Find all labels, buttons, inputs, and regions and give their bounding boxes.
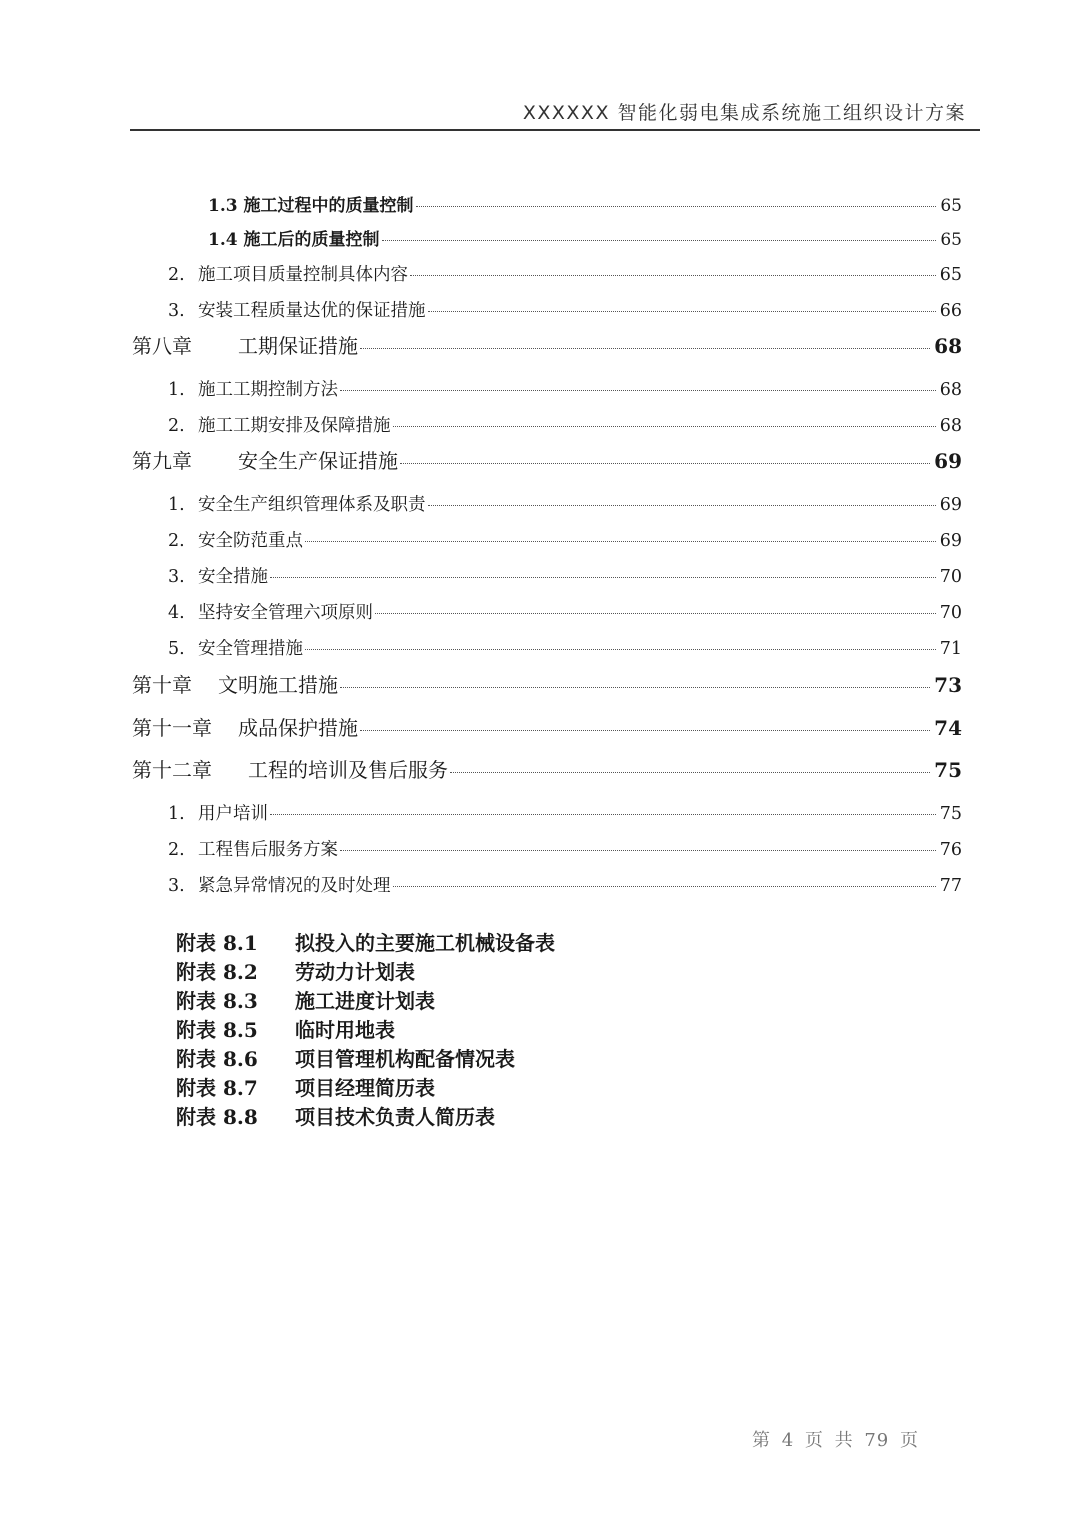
toc-entry-page: 68 bbox=[939, 416, 962, 436]
toc-dot-leader bbox=[393, 886, 936, 887]
toc-entry-page: 76 bbox=[939, 840, 962, 860]
toc-entry[interactable] bbox=[168, 563, 962, 588]
toc-entry-title: 施工项目质量控制具体内容 bbox=[198, 265, 408, 285]
appendix-entry bbox=[176, 1101, 495, 1130]
appendix-label: 附表 8.2 bbox=[176, 960, 258, 984]
toc-entry-title: 文明施工措施 bbox=[218, 673, 338, 697]
toc-dot-leader bbox=[393, 426, 936, 427]
toc-entry-title: 工程售后服务方案 bbox=[198, 840, 338, 860]
toc-entry-title: 1.3 施工过程中的质量控制 bbox=[208, 196, 414, 216]
toc-dot-leader bbox=[428, 505, 936, 506]
toc-entry-number: 第十二章 bbox=[132, 758, 212, 782]
toc-entry-title: 安全防范重点 bbox=[198, 531, 303, 551]
toc-dot-leader bbox=[305, 649, 936, 650]
toc-entry-title: 施工工期安排及保障措施 bbox=[198, 416, 391, 436]
page-number: 第 4 页 共 79 页 bbox=[752, 1430, 919, 1451]
toc-entry[interactable] bbox=[168, 599, 962, 624]
toc-entry-page: 75 bbox=[934, 758, 962, 782]
toc-entry-title: 安全措施 bbox=[198, 567, 268, 587]
toc-dot-leader bbox=[360, 730, 930, 731]
toc-dot-leader bbox=[340, 390, 936, 391]
toc-entry-title: 安全管理措施 bbox=[198, 639, 303, 659]
toc-entry[interactable] bbox=[132, 754, 962, 783]
toc-entry[interactable] bbox=[168, 376, 962, 401]
toc-entry-page: 70 bbox=[939, 567, 962, 587]
toc-dot-leader bbox=[410, 275, 936, 276]
toc-dot-leader bbox=[270, 814, 936, 815]
toc-entry-page: 65 bbox=[940, 230, 962, 250]
toc-entry-number: 1. bbox=[168, 380, 185, 400]
appendix-entry bbox=[176, 1043, 515, 1072]
appendix-entry bbox=[176, 985, 435, 1014]
toc-entry[interactable] bbox=[132, 330, 962, 359]
toc-entry-page: 74 bbox=[934, 716, 962, 740]
toc-entry-title: 1.4 施工后的质量控制 bbox=[208, 230, 380, 250]
toc-dot-leader bbox=[270, 577, 936, 578]
toc-entry-page: 69 bbox=[939, 531, 962, 551]
toc-dot-leader bbox=[375, 613, 936, 614]
toc-entry-number: 3. bbox=[168, 301, 185, 321]
toc-entry-number: 2. bbox=[168, 531, 185, 551]
toc-entry-number: 4. bbox=[168, 603, 185, 623]
toc-dot-leader bbox=[450, 772, 930, 773]
toc-dot-leader bbox=[382, 240, 937, 241]
toc-entry-number: 3. bbox=[168, 567, 185, 587]
toc-entry[interactable] bbox=[168, 297, 962, 322]
toc-dot-leader bbox=[340, 850, 936, 851]
appendix-title: 劳动力计划表 bbox=[295, 960, 415, 984]
toc-entry-number: 2. bbox=[168, 416, 185, 436]
toc-entry-page: 65 bbox=[940, 196, 962, 216]
toc-entry[interactable] bbox=[168, 800, 962, 825]
toc-entry-number: 5. bbox=[168, 639, 185, 659]
toc-entry[interactable] bbox=[208, 191, 962, 216]
toc-entry[interactable] bbox=[132, 712, 962, 741]
toc-entry-number: 2. bbox=[168, 265, 185, 285]
toc-entry-number: 3. bbox=[168, 876, 185, 896]
appendix-entry bbox=[176, 1014, 395, 1043]
appendix-entry bbox=[176, 1072, 435, 1101]
toc-entry-number: 2. bbox=[168, 840, 185, 860]
document-title: XXXXXX 智能化弱电集成系统施工组织设计方案 bbox=[522, 102, 966, 124]
toc-entry-number: 第九章 bbox=[132, 449, 192, 473]
appendix-title: 项目技术负责人简历表 bbox=[295, 1105, 495, 1129]
toc-entry-page: 66 bbox=[939, 301, 962, 321]
toc-entry[interactable] bbox=[168, 491, 962, 516]
toc-entry-title: 工期保证措施 bbox=[238, 334, 358, 358]
appendix-title: 项目经理简历表 bbox=[295, 1076, 435, 1100]
toc-entry-number: 1. bbox=[168, 495, 185, 515]
toc-entry-number: 第十章 bbox=[132, 673, 192, 697]
toc-entry[interactable] bbox=[168, 412, 962, 437]
toc-entry-page: 70 bbox=[939, 603, 962, 623]
toc-dot-leader bbox=[340, 687, 930, 688]
toc-entry[interactable] bbox=[168, 635, 962, 660]
toc-entry-number: 第八章 bbox=[132, 334, 192, 358]
toc-entry-title: 安全生产保证措施 bbox=[238, 449, 398, 473]
appendix-label: 附表 8.3 bbox=[176, 989, 258, 1013]
toc-entry[interactable] bbox=[168, 527, 962, 552]
appendix-label: 附表 8.6 bbox=[176, 1047, 258, 1071]
appendix-title: 临时用地表 bbox=[295, 1018, 395, 1042]
toc-dot-leader bbox=[428, 311, 936, 312]
toc-dot-leader bbox=[400, 463, 930, 464]
toc-dot-leader bbox=[416, 206, 937, 207]
appendix-entry bbox=[176, 927, 555, 956]
toc-entry[interactable] bbox=[168, 836, 962, 861]
toc-entry-page: 73 bbox=[934, 673, 962, 697]
toc-entry[interactable] bbox=[208, 225, 962, 250]
toc-entry-number: 第十一章 bbox=[132, 716, 212, 740]
toc-entry-title: 用户培训 bbox=[198, 804, 268, 824]
toc-entry-title: 安全生产组织管理体系及职责 bbox=[198, 495, 426, 515]
toc-entry-page: 69 bbox=[939, 495, 962, 515]
toc-entry-page: 71 bbox=[939, 639, 962, 659]
toc-dot-leader bbox=[305, 541, 936, 542]
toc-entry-number: 1. bbox=[168, 804, 185, 824]
toc-entry-page: 77 bbox=[939, 876, 962, 896]
toc-entry-page: 69 bbox=[934, 449, 962, 473]
toc-entry-page: 68 bbox=[939, 380, 962, 400]
appendix-title: 拟投入的主要施工机械设备表 bbox=[295, 931, 555, 955]
appendix-label: 附表 8.1 bbox=[176, 931, 258, 955]
appendix-label: 附表 8.7 bbox=[176, 1076, 258, 1100]
toc-entry[interactable] bbox=[168, 261, 962, 286]
toc-entry[interactable] bbox=[168, 872, 962, 897]
toc-entry-title: 成品保护措施 bbox=[238, 716, 358, 740]
toc-entry-page: 75 bbox=[939, 804, 962, 824]
appendix-title: 施工进度计划表 bbox=[295, 989, 435, 1013]
appendix-label: 附表 8.5 bbox=[176, 1018, 258, 1042]
toc-entry-title: 坚持安全管理六项原则 bbox=[198, 603, 373, 623]
toc-entry-page: 65 bbox=[939, 265, 962, 285]
toc-entry-title: 安装工程质量达优的保证措施 bbox=[198, 301, 426, 321]
toc-entry-title: 紧急异常情况的及时处理 bbox=[198, 876, 391, 896]
toc-entry-title: 工程的培训及售后服务 bbox=[248, 758, 448, 782]
toc-entry[interactable] bbox=[132, 669, 962, 698]
appendix-label: 附表 8.8 bbox=[176, 1105, 258, 1129]
page-header bbox=[130, 96, 980, 131]
toc-entry[interactable] bbox=[132, 445, 962, 474]
toc-entry-title: 施工工期控制方法 bbox=[198, 380, 338, 400]
appendix-title: 项目管理机构配备情况表 bbox=[295, 1047, 515, 1071]
toc-entry-page: 68 bbox=[934, 334, 962, 358]
appendix-entry bbox=[176, 956, 415, 985]
toc-dot-leader bbox=[360, 348, 930, 349]
